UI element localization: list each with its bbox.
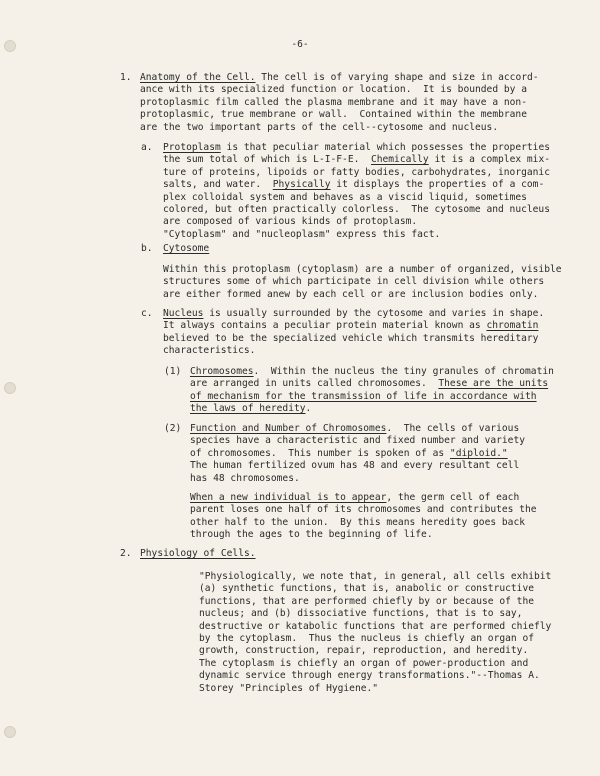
item-c-letter: c. xyxy=(141,308,153,319)
quote-line-3: functions, that are performed chiefly by or because of the xyxy=(199,595,535,607)
item-b-line-1: Within this protoplasm (cytoplasm) are a number of organized, visible xyxy=(163,264,562,275)
section-1-number: 1. xyxy=(120,72,132,83)
quote-line-10: Storey "Principles of Hygiene." xyxy=(199,682,379,694)
sub-2-para-2-line-4: through the ages to the beginning of life. xyxy=(190,529,433,541)
sub-2-line-5: has 48 chromosomes. xyxy=(190,472,300,484)
section-1-line-2: ance with its specialized function or location. It is bounded by a xyxy=(140,84,527,96)
binder-hole xyxy=(4,382,16,394)
item-a-letter: a. xyxy=(141,142,153,153)
sub-2-para-2-line-3: other half to the union. By this means heredity goes back xyxy=(190,516,526,528)
function-number-term: Function and Number of Chromosomes xyxy=(190,423,387,434)
section-1-line-4: protoplasmic, true membrane or wall. Contained within the membrane xyxy=(140,109,527,121)
chromosomes-term: Chromosomes xyxy=(190,366,254,377)
page-number: -6- xyxy=(291,39,309,50)
sub-1-number: (1) xyxy=(164,366,182,377)
item-a-line-5: plex colloidal system and behaves as a viscid liquid, sometimes xyxy=(163,191,527,203)
binder-hole xyxy=(4,726,16,738)
section-1-line-1 xyxy=(140,72,539,84)
section-1-heading: Anatomy of the Cell. xyxy=(140,72,256,83)
diploid-term: "diploid." xyxy=(449,447,508,459)
quote-line-8: The cytoplasm is chiefly an organ of power-production and xyxy=(199,657,529,669)
physically-term: Physically xyxy=(272,179,331,191)
item-a-line-8: "Cytoplasm" and "nucleoplasm" express this fact. xyxy=(163,228,441,240)
sub-1-line-3: of mechanism for the transmission of life in accordance with xyxy=(190,390,537,402)
item-b-line-2: structures some of which participate in cell division while others xyxy=(163,276,545,288)
sub-1-line-2: are arranged in units called chromosomes. These are the units xyxy=(190,378,549,390)
section-2-heading: Physiology of Cells. xyxy=(140,548,256,559)
chemically-term: Chemically xyxy=(370,154,429,166)
item-c-line-3: believed to be the specialized vehicle which transmits hereditary xyxy=(163,332,539,344)
sub-2-line-4: The human fertilized ovum has 48 and every resultant cell xyxy=(190,460,520,472)
quote-line-7: growth, construction, repair, reproduction, and heredity. xyxy=(199,645,529,657)
sub-1-line-1: Chromosomes. Within the nucleus the tiny granules of chromatin xyxy=(190,366,554,377)
sub-1-line-4: the laws of heredity. xyxy=(190,403,312,415)
item-a-line-2: the sum total of which is L-I-F-E. Chemically it is a complex mix- xyxy=(163,154,550,166)
item-c-line-4: characteristics. xyxy=(163,345,256,357)
section-2-number: 2. xyxy=(120,548,132,559)
sub-2-para-2-line-1: When a new individual is to appear, the germ cell of each xyxy=(190,492,520,503)
quote-line-1: "Physiologically, we note that, in general, all cells exhibit xyxy=(199,571,552,582)
nucleus-term: Nucleus xyxy=(163,308,204,319)
item-a-line-4: salts, and water. Physically it displays the properties of a com- xyxy=(163,179,545,191)
quote-line-5: destructive or katabolic functions that are performed chiefly xyxy=(199,620,552,632)
protoplasm-term: Protoplasm xyxy=(163,142,221,153)
item-a-line-1: Protoplasm is that peculiar material which possesses the properties xyxy=(163,142,550,153)
sub-2-number: (2) xyxy=(164,423,182,434)
item-a-line-6: colored, but often practically colorless. The cytosome and nucleus xyxy=(163,204,550,215)
item-b-heading xyxy=(163,243,209,255)
item-a-line-3: ture of proteins, lipoids or fatty bodies, carbohydrates, inorganic xyxy=(163,166,550,178)
section-1-text: The cell is of varying shape and size in accord- xyxy=(255,72,539,83)
quote-line-2: (a) synthetic functions, that is, anabolic or constructive xyxy=(199,583,535,595)
quote-line-4: nucleus; and (b) dissociative functions, that is to say, xyxy=(199,608,523,620)
item-c-line-2: It always contains a peculiar protein material known as chromatin xyxy=(163,320,539,332)
chromatin-term: chromatin xyxy=(486,320,539,332)
quote-line-9: dynamic service through energy transformations."--Thomas A. xyxy=(199,670,540,682)
quote-line-6: by the cytoplasm. Thus the nucleus is chiefly an organ of xyxy=(199,633,535,644)
item-b-letter: b. xyxy=(141,243,153,254)
cytosome-term: Cytosome xyxy=(163,243,210,254)
sub-2-para-2-line-2: parent loses one half of its chromosomes and contributes the xyxy=(190,504,537,516)
sub-2-line-2: species have a characteristic and fixed number and variety xyxy=(190,435,526,447)
sub-2-line-1: Function and Number of Chromosomes. The cells of various xyxy=(190,423,520,434)
section-1-line-5: are the two important parts of the cell--cytosome and nucleus. xyxy=(140,121,499,133)
sub-2-line-3: of chromosomes. This number is spoken of as "diploid." xyxy=(190,447,508,459)
item-c-line-1: Nucleus is usually surrounded by the cytosome and varies in shape. xyxy=(163,308,545,319)
item-b-line-3: are either formed anew by each cell or are inclusion bodies only. xyxy=(163,288,539,300)
section-1-line-3: protoplasmic film called the plasma membrane and it may have a non- xyxy=(140,96,527,108)
item-a-line-7: are composed of various kinds of protoplasm. xyxy=(163,216,418,228)
